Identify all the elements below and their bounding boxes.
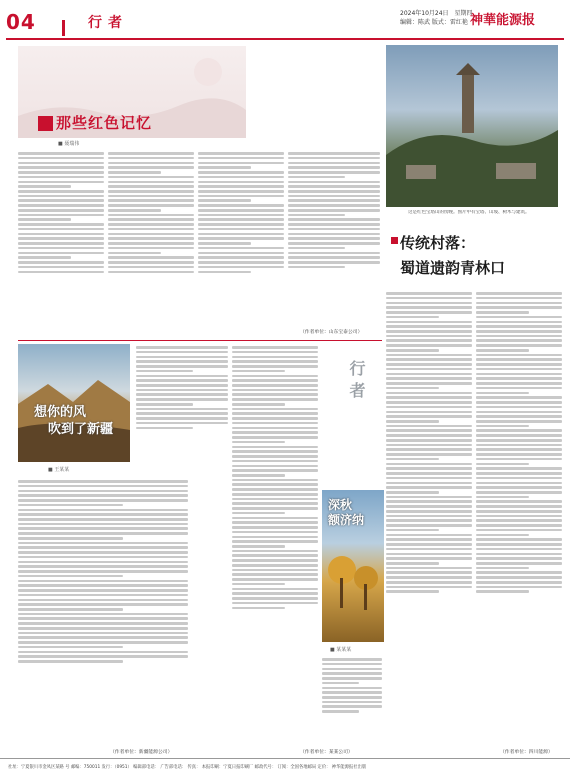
- section-title: 行者: [88, 15, 128, 31]
- article1-red-mark: [38, 116, 53, 131]
- article2-title-dot: [391, 237, 398, 244]
- article1-col4: [288, 150, 380, 336]
- date-line: 2024年10月24日 星期四: [400, 10, 473, 17]
- section-divider: [18, 340, 382, 341]
- article4-author: ■ 某某某: [330, 647, 352, 653]
- article2-col1: [386, 290, 472, 750]
- pagoda-photo: [386, 45, 558, 207]
- masthead-rule: [6, 38, 564, 40]
- ejina-photo: [322, 490, 384, 642]
- article3-title: [34, 404, 113, 438]
- article1-col2: [108, 150, 194, 336]
- article4-col2: [322, 656, 382, 746]
- article4-endnote: （作者单位：某某公司）: [300, 750, 353, 755]
- article3-title-line2: 吹到了新疆: [48, 422, 114, 437]
- landscape-icon: [18, 344, 130, 462]
- article2-title-line2: 蜀道遗韵青林口: [400, 259, 506, 277]
- article1-col3: [198, 150, 284, 336]
- masthead: [0, 0, 570, 44]
- article2-endnote: （作者单位：四川能源）: [500, 750, 553, 755]
- vertical-label: 行者: [347, 360, 366, 404]
- article3-col1: [18, 478, 188, 754]
- article4-title: [328, 498, 364, 528]
- article4-title-line2: 额济纳: [328, 513, 365, 527]
- article2-title: [400, 232, 565, 292]
- page-number: 04: [6, 10, 36, 34]
- article4-title-line1: 深秋: [328, 498, 353, 512]
- pagoda-icon: [386, 45, 558, 207]
- article1-author: ■ 聂瑞伟: [58, 141, 80, 147]
- article2-title-line1: 传统村落：: [400, 234, 476, 252]
- editor-line: 编辑：陈武 版式：雷红艳: [400, 19, 468, 26]
- article3-endnote: （作者单位：新疆能源公司）: [110, 750, 173, 755]
- article3-author: ■ 王某某: [48, 467, 70, 473]
- article1-title: 那些红色记忆: [56, 114, 153, 132]
- page-number-bar: [62, 20, 65, 36]
- article3-title-line1: 想你的风: [34, 405, 87, 420]
- xinjiang-photo: [18, 344, 130, 462]
- article1-endnote: （作者单位：山东宝泰公司）: [300, 330, 363, 335]
- footer: 社址：宁夏银川市金凤区某路 号 邮编：750011 发行：（0951） 编辑部电话： 广告部电话： 传真： 本报印刷：宁夏日报印刷厂 邮政代号： 订阅：全国各地邮局 定价： 神华能源报社出版: [0, 758, 570, 775]
- article1-col1: [18, 150, 104, 336]
- pagoda-photo-caption: 这是红色宝塔山的傍晚。图片中有宝塔、山坡、树木与建筑。: [408, 210, 530, 215]
- article3-col2: [136, 344, 228, 470]
- paper-name: 神華能源报: [470, 13, 536, 28]
- article2-col2: [476, 290, 562, 750]
- article4-col1: [232, 344, 318, 744]
